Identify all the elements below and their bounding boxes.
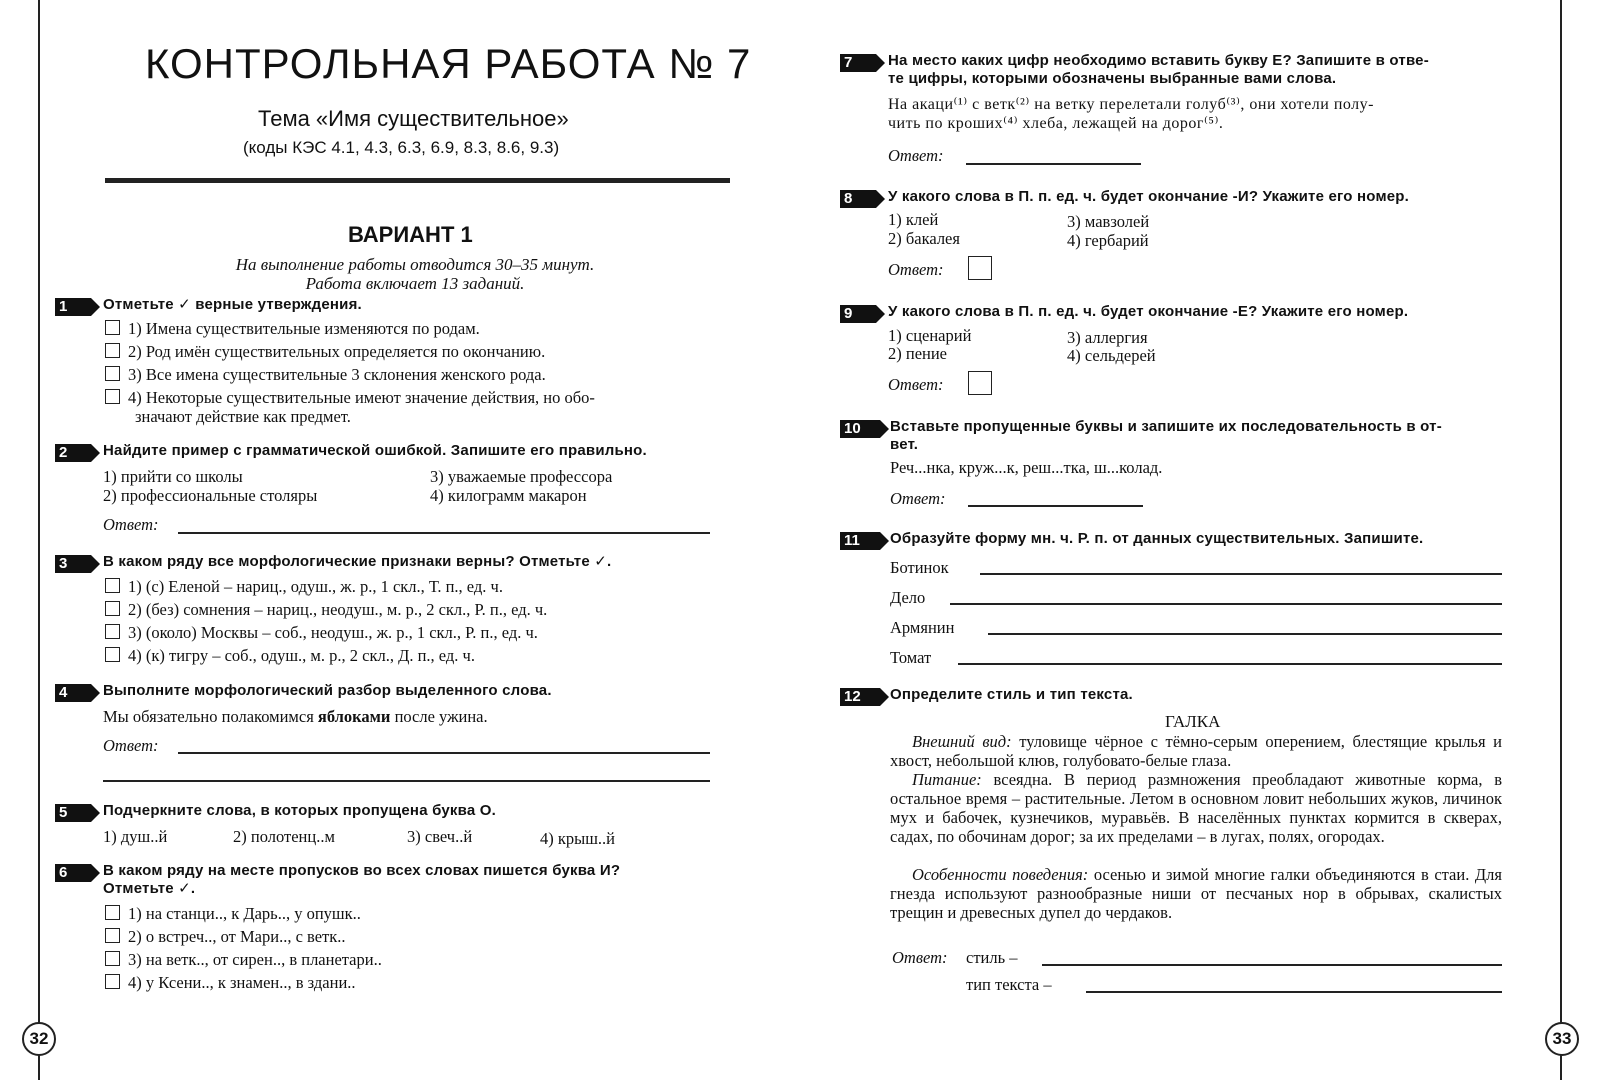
task-question: У какого слова в П. п. ед. ч. будет окончание -Е? Укажите его номер. bbox=[888, 303, 1409, 320]
checkbox[interactable] bbox=[105, 647, 120, 662]
task-question: У какого слова в П. п. ед. ч. будет окончание -И? Укажите его номер. bbox=[888, 188, 1410, 205]
option-3: 3) аллергия bbox=[1067, 328, 1148, 347]
right-page bbox=[790, 0, 1611, 1080]
option-3[interactable]: 3) свеч..й bbox=[407, 827, 473, 846]
checkbox[interactable] bbox=[105, 624, 120, 639]
checkbox[interactable] bbox=[105, 389, 120, 404]
task-question: Выполните морфологический разбор выделенного слова. bbox=[103, 682, 552, 699]
answer-line[interactable] bbox=[968, 505, 1143, 507]
task-number-badge: 3 bbox=[55, 555, 91, 573]
task-sentence: Мы обязательно полакомимся яблоками после ужина. bbox=[103, 707, 488, 726]
task-words: Реч...нка, круж...к, реш...тка, ш...колад. bbox=[890, 458, 1163, 477]
option-1[interactable]: 1) Имена существительные изменяются по родам. bbox=[105, 319, 480, 338]
option-4[interactable]: 4) у Ксени.., к знамен.., в здани.. bbox=[105, 973, 356, 992]
word-4: Томат bbox=[890, 648, 932, 667]
option-2[interactable]: 2) о встреч.., от Мари.., с ветк.. bbox=[105, 927, 346, 946]
option-2[interactable]: 2) Род имён существительных определяется по окончанию. bbox=[105, 342, 545, 361]
text-paragraph-1: Внешний вид: туловище чёрное с тёмно-серым оперением, блестящие крылья и хвост, небольшой клюв, голубовато-белые глаза. bbox=[890, 732, 1502, 770]
checkbox[interactable] bbox=[105, 601, 120, 616]
option-2[interactable]: 2) полотенц..м bbox=[233, 827, 335, 846]
task-question: На место каких цифр необходимо вставить букву Е? Запишите в отве- те цифры, которыми обозначены выбранные вами слова. bbox=[888, 52, 1429, 87]
option-1: 1) сценарий bbox=[888, 326, 972, 345]
option-3[interactable]: 3) Все имена существительные 3 склонения женского рода. bbox=[105, 365, 546, 384]
task-number-badge: 7 bbox=[840, 54, 876, 72]
option-4[interactable]: 4) крыш..й bbox=[540, 829, 616, 848]
left-page bbox=[0, 0, 790, 1080]
task-7 bbox=[840, 52, 1560, 172]
answer-line[interactable] bbox=[178, 752, 710, 754]
task-question: Определите стиль и тип текста. bbox=[890, 686, 1133, 703]
text-type-label: тип текста – bbox=[966, 975, 1052, 994]
page-title: КОНТРОЛЬНАЯ РАБОТА № 7 bbox=[145, 40, 752, 87]
option-4: 4) гербарий bbox=[1067, 231, 1149, 250]
option-3[interactable]: 3) на ветк.., от сирен.., в планетари.. bbox=[105, 950, 382, 969]
task-question: Отметьте ✓ верные утверждения. bbox=[103, 296, 362, 313]
task-number-badge: 10 bbox=[840, 420, 880, 438]
option-1: 1) клей bbox=[888, 210, 939, 229]
text-type-answer-line[interactable] bbox=[1086, 991, 1502, 993]
topic-codes: (коды КЭС 4.1, 4.3, 6.3, 6.9, 8.3, 8.6, 9.3) bbox=[243, 138, 560, 157]
option-1[interactable]: 1) душ..й bbox=[103, 827, 168, 846]
intro-line-2: Работа включает 13 заданий. bbox=[305, 274, 525, 293]
answer-label: Ответ: bbox=[888, 146, 944, 165]
intro-line-1: На выполнение работы отводится 30–35 минут. bbox=[235, 255, 595, 274]
task-1 bbox=[55, 296, 735, 431]
task-number-badge: 8 bbox=[840, 190, 876, 208]
answer-line-2[interactable] bbox=[103, 780, 710, 782]
option-2[interactable]: 2) (без) сомнения – нариц., неодуш., м. р., 2 скл., Р. п., ед. ч. bbox=[105, 600, 547, 619]
answer-line[interactable] bbox=[950, 603, 1502, 605]
option-4: 4) килограмм макарон bbox=[430, 486, 587, 505]
option-1: 1) прийти со школы bbox=[103, 467, 243, 486]
answer-label: Ответ: bbox=[888, 260, 944, 279]
page-edge-right bbox=[1560, 0, 1562, 1080]
answer-line[interactable] bbox=[958, 663, 1502, 665]
option-2: 2) бакалея bbox=[888, 229, 960, 248]
option-3: 3) мавзолей bbox=[1067, 212, 1150, 231]
option-4[interactable]: 4) (к) тигру – соб., одуш., м. р., 2 скл., Д. п., ед. ч. bbox=[105, 646, 475, 665]
task-question: Образуйте форму мн. ч. Р. п. от данных существительных. Запишите. bbox=[890, 530, 1424, 547]
word-3: Армянин bbox=[890, 618, 955, 637]
task-4 bbox=[55, 682, 735, 802]
task-number-badge: 9 bbox=[840, 305, 876, 323]
option-3[interactable]: 3) (около) Москвы – соб., неодуш., ж. р., 1 скл., Р. п., ед. ч. bbox=[105, 623, 538, 642]
answer-line[interactable] bbox=[178, 532, 710, 534]
checkbox[interactable] bbox=[105, 343, 120, 358]
answer-label: Ответ: bbox=[892, 948, 948, 967]
text-title: ГАЛКА bbox=[1165, 712, 1221, 731]
highlighted-word: яблоками bbox=[317, 707, 391, 726]
header-divider bbox=[105, 178, 730, 183]
text-paragraph-2: Питание: всеядна. В период размножения преобладают животные корма, в остальное время – растительные. Летом в основном ловит небольших жуков, личинок мух и бабочек, кузнечиков, муравьёв. В населённых пунктах кормится в скверах, садах, по обочинам дорог; за их пределами – в лугах, полях, огородах. bbox=[890, 770, 1502, 846]
page-number: 32 bbox=[22, 1022, 56, 1056]
text-paragraph-3: Особенности поведения: осенью и зимой многие галки объединяются в стаи. Для гнезда используют разнообразные ниши от песчаных нор в обрывах, скалистых трещин и древесных дупел до чердаков. bbox=[890, 865, 1503, 922]
word-1: Ботинок bbox=[890, 558, 949, 577]
answer-label: Ответ: bbox=[888, 375, 944, 394]
answer-label: Ответ: bbox=[890, 489, 946, 508]
checkbox[interactable] bbox=[105, 905, 120, 920]
answer-line[interactable] bbox=[980, 573, 1502, 575]
intro-text bbox=[150, 255, 680, 293]
task-question: В каком ряду на месте пропусков во всех словах пишется буква И? Отметьте ✓. bbox=[103, 862, 621, 897]
task-text-line-1: На акаци⁽¹⁾ с ветк⁽²⁾ на ветку перелетали голуб⁽³⁾, они хотели полу- bbox=[888, 96, 1374, 113]
task-number-badge: 11 bbox=[840, 532, 880, 550]
checkbox[interactable] bbox=[105, 320, 120, 335]
checkbox[interactable] bbox=[105, 951, 120, 966]
checkbox[interactable] bbox=[105, 578, 120, 593]
checkbox[interactable] bbox=[105, 974, 120, 989]
answer-label: Ответ: bbox=[103, 736, 159, 755]
style-label: стиль – bbox=[966, 948, 1018, 967]
task-number-badge: 5 bbox=[55, 804, 91, 822]
answer-line[interactable] bbox=[966, 163, 1141, 165]
option-4-continued: значают действие как предмет. bbox=[135, 407, 351, 426]
task-11 bbox=[840, 530, 1560, 680]
task-number-badge: 1 bbox=[55, 298, 91, 316]
answer-line[interactable] bbox=[988, 633, 1502, 635]
option-3: 3) уважаемые профессора bbox=[430, 467, 613, 486]
variant-heading: ВАРИАНТ 1 bbox=[348, 222, 473, 247]
task-number-badge: 2 bbox=[55, 444, 91, 462]
task-5 bbox=[55, 802, 735, 857]
task-question: Подчеркните слова, в которых пропущена буква О. bbox=[103, 802, 496, 819]
checkbox[interactable] bbox=[105, 366, 120, 381]
task-question: Вставьте пропущенные буквы и запишите их последовательность в от- вет. bbox=[890, 418, 1442, 453]
style-answer-line[interactable] bbox=[1042, 964, 1502, 966]
task-number-badge: 6 bbox=[55, 864, 91, 882]
option-4: 4) сельдерей bbox=[1067, 346, 1156, 365]
word-2: Дело bbox=[890, 588, 926, 607]
checkbox[interactable] bbox=[105, 928, 120, 943]
task-12 bbox=[840, 686, 1560, 1006]
task-6 bbox=[55, 862, 735, 1002]
answer-box[interactable] bbox=[968, 256, 992, 280]
page-edge-left bbox=[38, 0, 40, 1080]
task-10 bbox=[840, 418, 1560, 518]
task-number-badge: 12 bbox=[840, 688, 880, 706]
answer-box[interactable] bbox=[968, 371, 992, 395]
task-number-badge: 4 bbox=[55, 684, 91, 702]
task-9 bbox=[840, 303, 1560, 403]
task-question: В каком ряду все морфологические признаки верны? Отметьте ✓. bbox=[103, 553, 612, 570]
option-1[interactable]: 1) на станци.., к Дарь.., у опушк.. bbox=[105, 904, 361, 923]
task-question: Найдите пример с грамматической ошибкой. Запишите его правильно. bbox=[103, 442, 647, 459]
page-number: 33 bbox=[1545, 1022, 1579, 1056]
option-4[interactable]: 4) Некоторые существительные имеют значение действия, но обо- bbox=[105, 388, 595, 407]
task-2 bbox=[55, 442, 735, 542]
option-2: 2) пение bbox=[888, 344, 948, 363]
answer-label: Ответ: bbox=[103, 515, 159, 534]
task-8 bbox=[840, 188, 1560, 288]
option-2: 2) профессиональные столяры bbox=[103, 486, 318, 505]
topic-title: Тема «Имя существительное» bbox=[258, 106, 569, 131]
task-text-line-2: чить по кроших⁽⁴⁾ хлеба, лежащей на дорог⁽⁵⁾. bbox=[888, 115, 1224, 132]
option-1[interactable]: 1) (с) Еленой – нариц., одуш., ж. р., 1 скл., Т. п., ед. ч. bbox=[105, 577, 503, 596]
task-3 bbox=[55, 553, 735, 673]
